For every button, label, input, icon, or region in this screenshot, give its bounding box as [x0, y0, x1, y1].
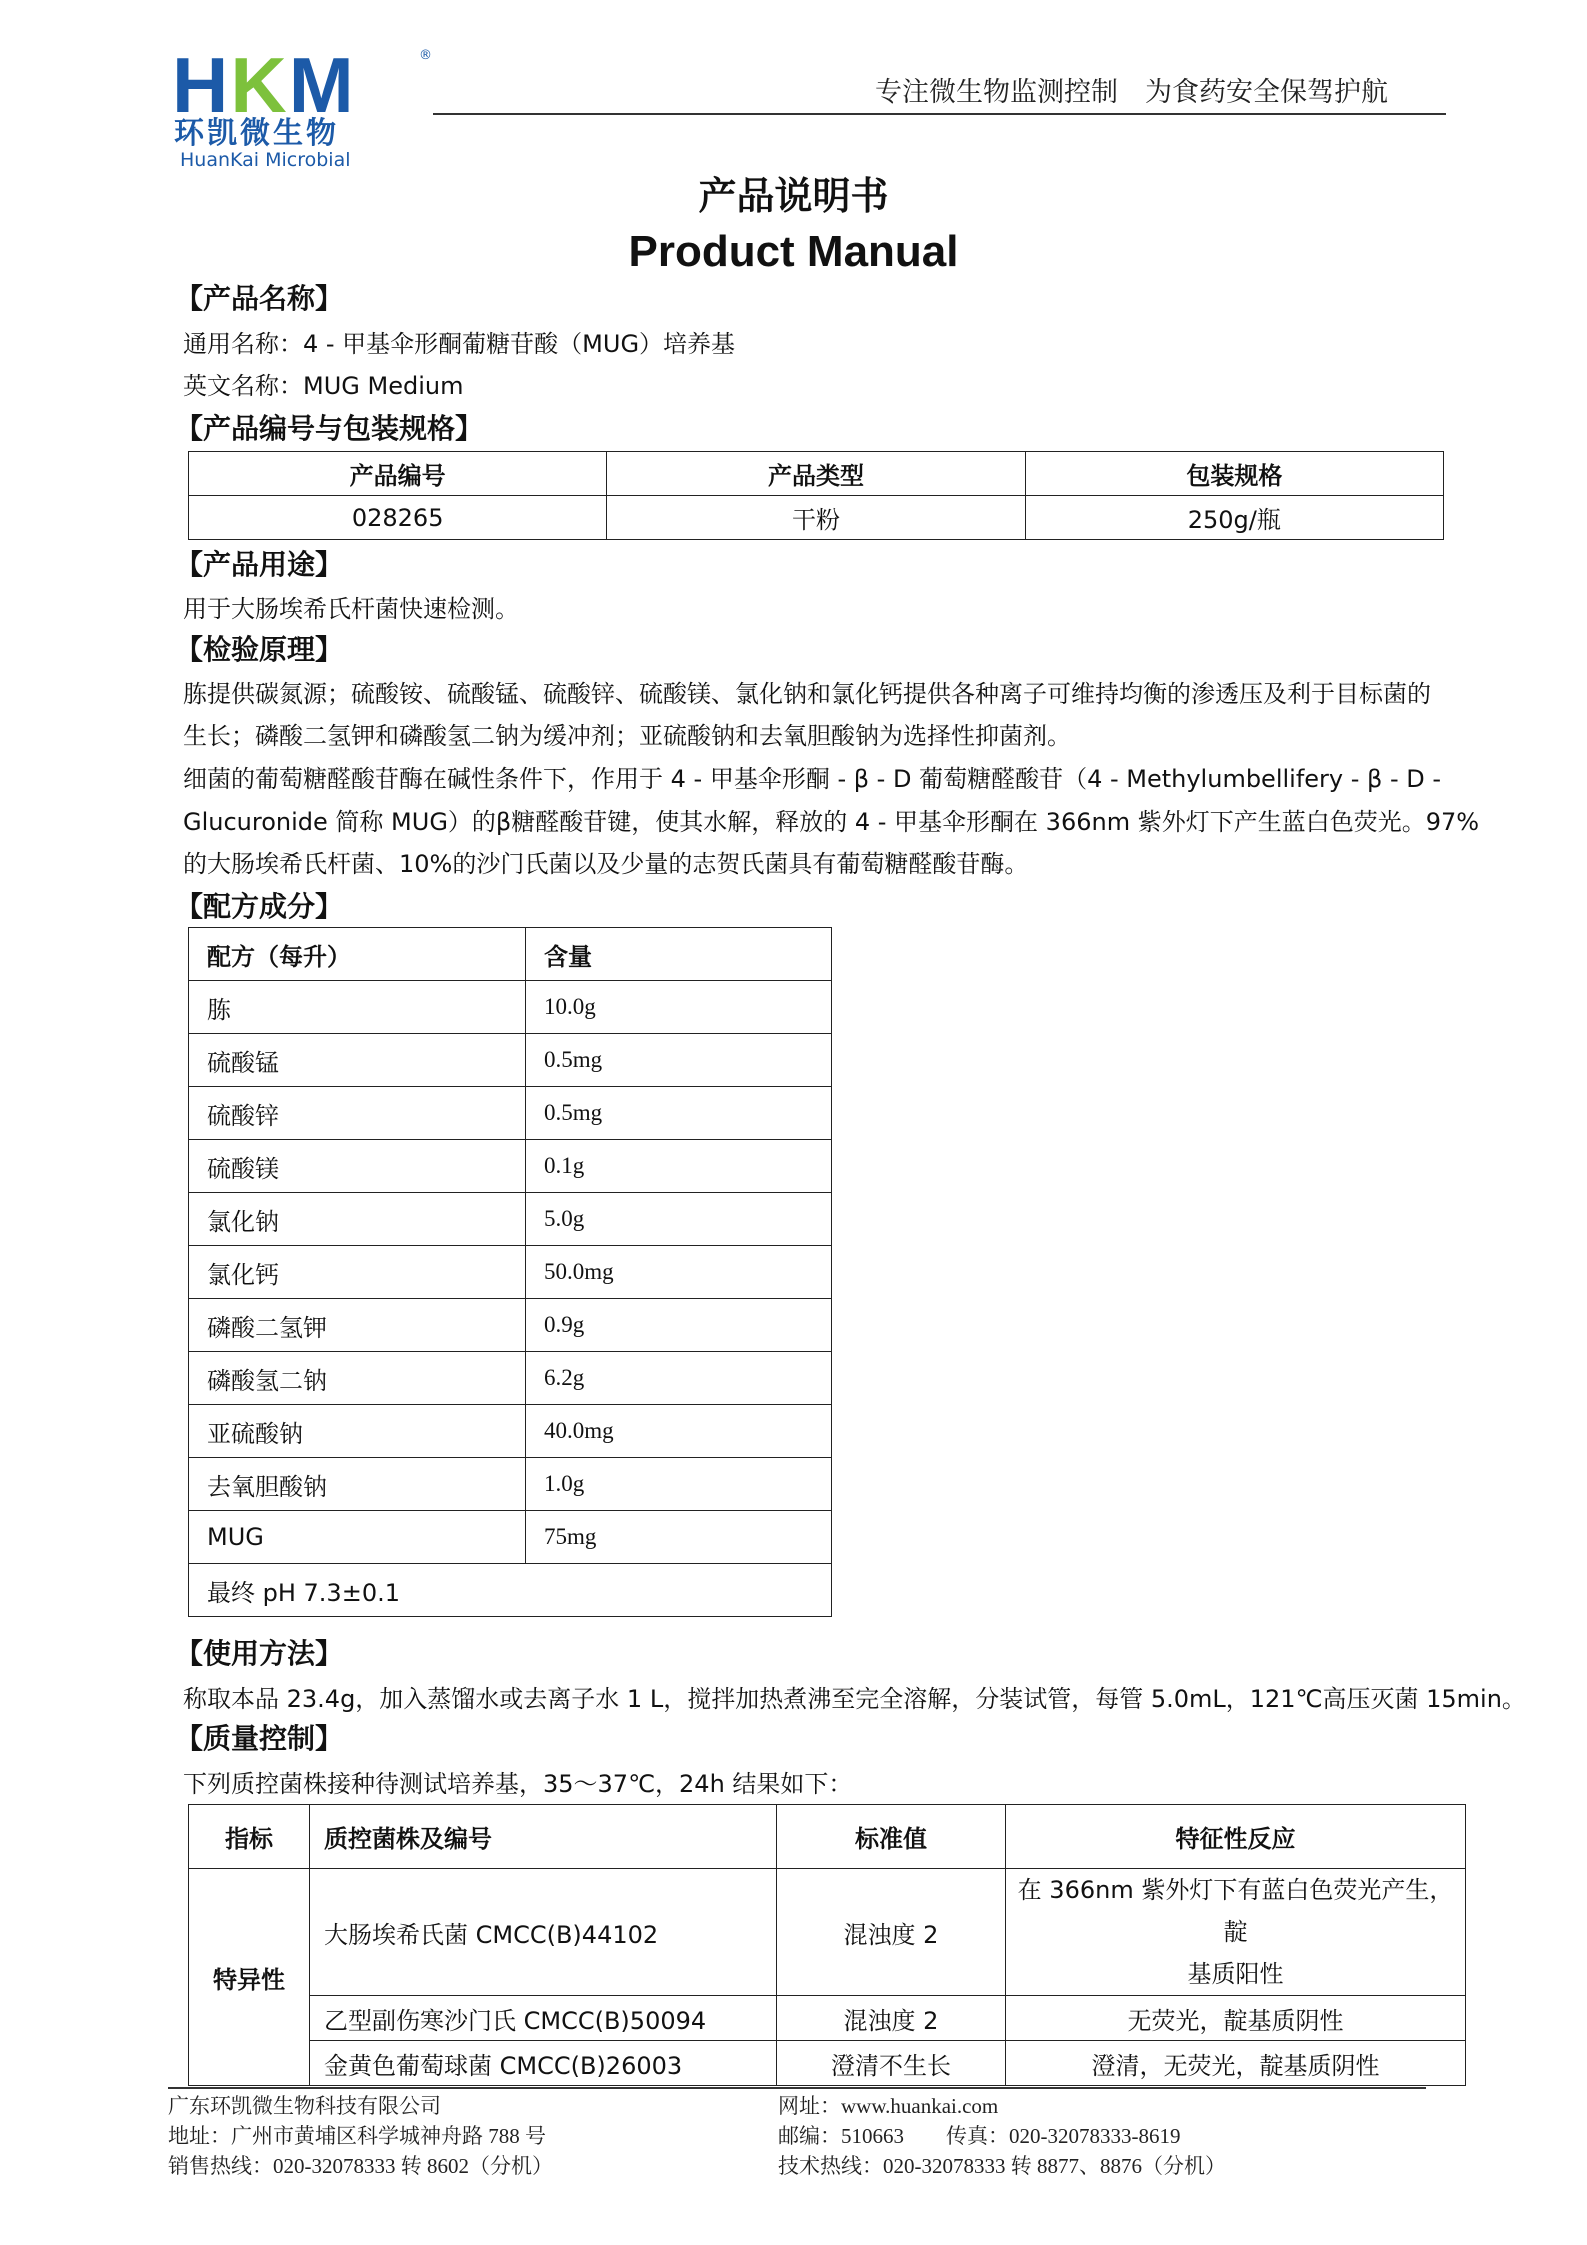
footer-tech-hotline: 技术热线：020-32078333 转 8877、8876（分机） [778, 2154, 1226, 2178]
ingredient-amount: 0.9g [526, 1299, 832, 1352]
table-row [189, 1246, 832, 1299]
ingredient-name: 硫酸镁 [189, 1140, 526, 1193]
table-row [189, 981, 832, 1034]
table-row [189, 1869, 1466, 1996]
ingredient-amount: 0.1g [526, 1140, 832, 1193]
ingredient-amount: 10.0g [526, 981, 832, 1034]
section-heading-qc: 【质量控制】 [175, 1722, 344, 1755]
footer-address: 地址：广州市黄埔区科学城神舟路 788 号 [168, 2124, 546, 2148]
table-row [189, 1996, 1466, 2041]
qc-group: 特异性 [189, 1869, 310, 2086]
qc-intro: 下列质控菌株接种待测试培养基，35～37℃，24h 结果如下： [183, 1770, 853, 1798]
ingredient-name: 硫酸锰 [189, 1034, 526, 1087]
header-cell: 含量 [526, 928, 832, 981]
principle-line: 胨提供碳氮源；硫酸铵、硫酸锰、硫酸锌、硫酸镁、氯化钠和氯化钙提供各种离子可维持均衡的渗透压及利于目标菌的 [183, 680, 1431, 708]
section-heading-formula: 【配方成分】 [175, 890, 344, 923]
package-size: 250g/瓶 [1025, 496, 1443, 540]
header-cell: 产品类型 [607, 452, 1025, 496]
principle-line: 细菌的葡萄糖醛酸苷酶在碱性条件下，作用于 4 - 甲基伞形酮 - β - D 葡萄糖醛酸苷（4 - Methylumbellifery - β - D - [183, 765, 1442, 793]
section-heading-principle: 【检验原理】 [175, 633, 344, 666]
table-header-row [189, 1805, 1466, 1869]
header-cell: 特征性反应 [1006, 1805, 1466, 1869]
qc-standard: 混浊度 2 [777, 1869, 1006, 1996]
ingredient-amount: 40.0mg [526, 1405, 832, 1458]
section-heading-usage: 【产品用途】 [175, 548, 344, 581]
table-row [189, 1458, 832, 1511]
ingredient-amount: 6.2g [526, 1352, 832, 1405]
title-chinese: 产品说明书 [698, 174, 889, 218]
header-cell: 配方（每升） [189, 928, 526, 981]
spec-table [188, 451, 1444, 540]
product-code: 028265 [189, 496, 607, 540]
ingredient-name: 去氧胆酸钠 [189, 1458, 526, 1511]
qc-reaction: 无荧光，靛基质阴性 [1006, 1996, 1466, 2041]
table-row [189, 1034, 832, 1087]
table-row [189, 1140, 832, 1193]
ingredient-amount: 0.5mg [526, 1034, 832, 1087]
table-row [189, 1352, 832, 1405]
qc-strain: 金黄色葡萄球菌 CMCC(B)26003 [310, 2041, 777, 2086]
footer-sales-hotline: 销售热线：020-32078333 转 8602（分机） [168, 2154, 553, 2178]
common-name: 通用名称：4 - 甲基伞形酮葡糖苷酸（MUG）培养基 [183, 330, 736, 358]
table-row [189, 1299, 832, 1352]
logo-chinese-name: 环凯微生物 [174, 116, 339, 151]
section-heading-spec: 【产品编号与包装规格】 [175, 412, 484, 445]
product-type: 干粉 [607, 496, 1025, 540]
header-cell: 包装规格 [1025, 452, 1443, 496]
ingredient-amount: 5.0g [526, 1193, 832, 1246]
ingredient-amount: 50.0mg [526, 1246, 832, 1299]
qc-strain: 大肠埃希氏菌 CMCC(B)44102 [310, 1869, 777, 1996]
ingredient-amount: 0.5mg [526, 1087, 832, 1140]
qc-reaction: 澄清，无荧光，靛基质阴性 [1006, 2041, 1466, 2086]
footer-postcode-fax: 邮编：510663 传真：020-32078333-8619 [778, 2124, 1181, 2148]
table-row [189, 2041, 1466, 2086]
formula-table [188, 927, 832, 1617]
qc-table [188, 1804, 1466, 2086]
principle-line: Glucuronide 简称 MUG）的β糖醛酸苷键，使其水解，释放的 4 - 甲基伞形酮在 366nm 紫外灯下产生蓝白色荧光。97% [183, 808, 1480, 836]
table-row [189, 1405, 832, 1458]
ingredient-name: 磷酸二氢钾 [189, 1299, 526, 1352]
section-heading-method: 【使用方法】 [175, 1637, 344, 1670]
title-english: Product Manual [628, 227, 959, 276]
header-cell: 指标 [189, 1805, 310, 1869]
section-heading-product-name: 【产品名称】 [175, 282, 344, 315]
table-row [189, 1193, 832, 1246]
ingredient-name: 胨 [189, 981, 526, 1034]
ingredient-name: 氯化钙 [189, 1246, 526, 1299]
table-row [189, 1511, 832, 1564]
qc-standard: 混浊度 2 [777, 1996, 1006, 2041]
ingredient-name: MUG [189, 1511, 526, 1564]
table-header-row [189, 452, 1444, 496]
header-divider [433, 113, 1446, 115]
table-row [189, 1564, 832, 1617]
header-cell: 产品编号 [189, 452, 607, 496]
ingredient-amount: 75mg [526, 1511, 832, 1564]
qc-reaction: 在 366nm 紫外灯下有蓝白色荧光产生，靛 基质阳性 [1006, 1869, 1466, 1996]
ingredient-name: 磷酸氢二钠 [189, 1352, 526, 1405]
table-row [189, 496, 1444, 540]
ingredient-name: 氯化钠 [189, 1193, 526, 1246]
usage-text: 用于大肠埃希氏杆菌快速检测。 [183, 595, 519, 623]
english-name: 英文名称：MUG Medium [183, 372, 464, 400]
footer-divider [168, 2087, 1426, 2089]
logo-wordmark: HKM [172, 41, 356, 129]
qc-strain: 乙型副伤寒沙门氏 CMCC(B)50094 [310, 1996, 777, 2041]
company-logo [172, 41, 442, 171]
footer-website: 网址：www.huankai.com [778, 2094, 999, 2118]
qc-standard: 澄清不生长 [777, 2041, 1006, 2086]
principle-line: 生长；磷酸二氢钾和磷酸氢二钠为缓冲剂；亚硫酸钠和去氧胆酸钠为选择性抑菌剂。 [183, 722, 1071, 750]
final-ph: 最终 pH 7.3±0.1 [189, 1564, 832, 1617]
principle-line: 的大肠埃希氏杆菌、10%的沙门氏菌以及少量的志贺氏菌具有葡萄糖醛酸苷酶。 [183, 850, 1029, 878]
table-row [189, 1087, 832, 1140]
ingredient-amount: 1.0g [526, 1458, 832, 1511]
footer-company: 广东环凯微生物科技有限公司 [168, 2094, 441, 2118]
table-header-row [189, 928, 832, 981]
header-slogan: 专注微生物监测控制 为食药安全保驾护航 [875, 77, 1388, 108]
method-text: 称取本品 23.4g，加入蒸馏水或去离子水 1 L，搅拌加热煮沸至完全溶解，分装试管，每管 5.0mL，121℃高压灭菌 15min。 [183, 1685, 1526, 1713]
ingredient-name: 亚硫酸钠 [189, 1405, 526, 1458]
registered-mark: ® [419, 48, 432, 63]
header-cell: 质控菌株及编号 [310, 1805, 777, 1869]
ingredient-name: 硫酸锌 [189, 1087, 526, 1140]
logo-english-name: HuanKai Microbial [180, 149, 351, 171]
header-cell: 标准值 [777, 1805, 1006, 1869]
